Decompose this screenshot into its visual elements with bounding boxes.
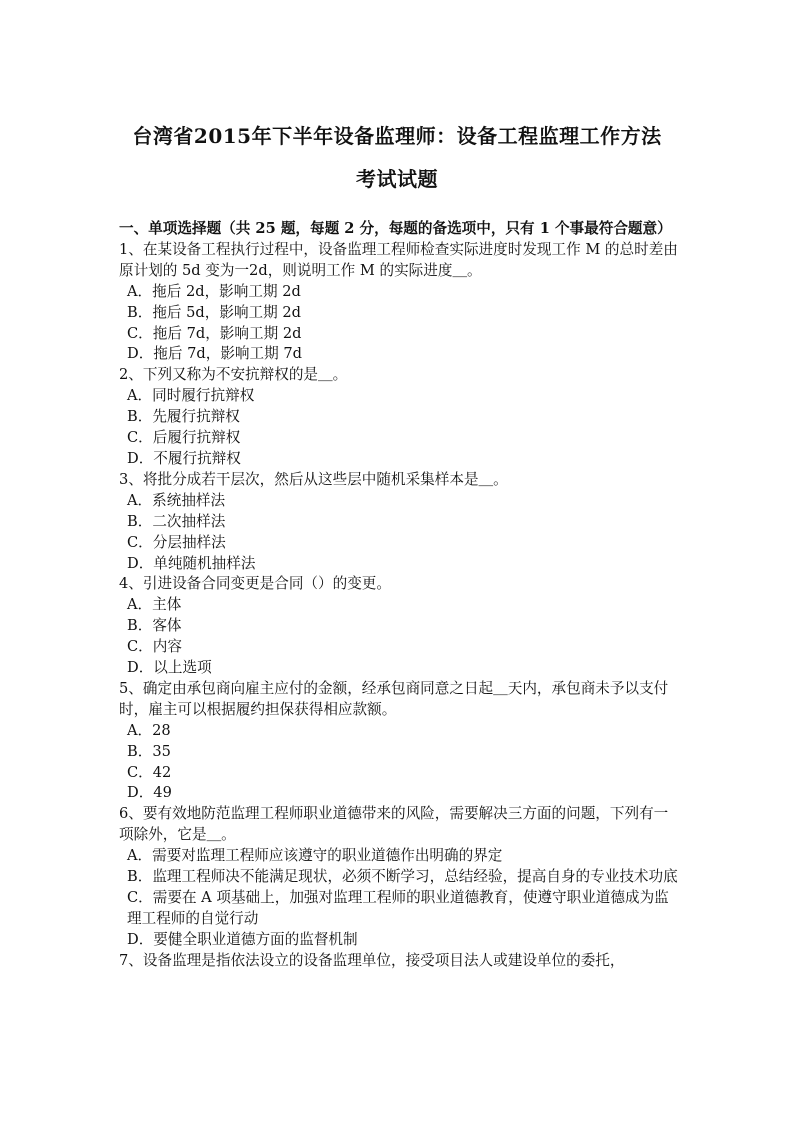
- option-c: C．需要在 A 项基础上，加强对监理工程师的职业道德教育，使遵守职业道德成为监理工程师的自觉行动: [127, 889, 669, 927]
- question-stem: 3、将批分成若干层次，然后从这些层中随机采集样本是＿。: [119, 470, 508, 488]
- option-d: D．拖后 7d，影响工期 7d: [127, 345, 302, 363]
- option-b: B．35: [127, 742, 171, 760]
- option-d: D．不履行抗辩权: [127, 449, 241, 467]
- document-title-line1: 台湾省2015年下半年设备监理师：设备工程监理工作方法: [132, 124, 662, 148]
- question-stem: 7、设备监理是指依法设立的设备监理单位，接受项目法人或建设单位的委托，: [119, 951, 625, 969]
- option-c: C．42: [127, 763, 172, 781]
- option-a: A．系统抽样法: [127, 491, 226, 509]
- option-b: B．客体: [127, 617, 182, 635]
- option-d: D．要健全职业道德方面的监督机制: [127, 930, 358, 948]
- question-stem: 6、要有效地防范监理工程师职业道德带来的风险，需要解决三方面的问题，下列有一项除外，它是＿。: [119, 805, 669, 844]
- option-d: D．单纯随机抽样法: [127, 554, 256, 572]
- question-stem: 5、确定由承包商向雇主应付的金额，经承包商同意之日起＿天内，承包商未予以支付时，雇主可以根据履约担保获得相应款额。: [119, 679, 669, 718]
- option-c: C．内容: [127, 638, 182, 656]
- option-b: B．先履行抗辩权: [127, 408, 240, 426]
- question-stem: 1、在某设备工程执行过程中，设备监理工程师检查实际进度时发现工作 M 的总时差由原计划的 5d 变为一2d，则说明工作 M 的实际进度＿。: [119, 240, 678, 279]
- option-b: B．拖后 5d，影响工期 2d: [127, 303, 302, 321]
- question-4: [119, 574, 679, 679]
- option-d: D．以上选项: [127, 659, 212, 677]
- option-c: C．后履行抗辩权: [127, 429, 241, 447]
- document-body: [119, 219, 679, 972]
- option-c: C．分层抽样法: [127, 533, 226, 551]
- option-a: A．需要对监理工程师应该遵守的职业道德作出明确的界定: [127, 847, 503, 865]
- question-3: [119, 470, 679, 575]
- question-6: [119, 804, 679, 950]
- question-5: [119, 679, 679, 804]
- question-1: [119, 240, 679, 365]
- question-7: [119, 951, 679, 972]
- option-a: A．主体: [127, 596, 182, 614]
- option-a: A．拖后 2d，影响工期 2d: [127, 282, 301, 300]
- option-a: A．同时履行抗辩权: [127, 387, 255, 405]
- question-stem: 2、下列又称为不安抗辩权的是＿。: [119, 366, 348, 384]
- option-d: D．49: [127, 784, 172, 802]
- question-2: [119, 365, 679, 470]
- option-b: B．二次抽样法: [127, 512, 226, 530]
- section-heading: 一、单项选择题（共 25 题，每题 2 分，每题的备选项中，只有 1 个事最符合题意）: [119, 220, 672, 237]
- option-c: C．拖后 7d，影响工期 2d: [127, 324, 302, 342]
- document-title-line2: 考试试题: [356, 167, 438, 191]
- question-stem: 4、引进设备合同变更是合同（）的变更。: [119, 575, 391, 593]
- option-b: B．监理工程师决不能满足现状，必须不断学习，总结经验，提高自身的专业技术功底: [127, 868, 678, 886]
- option-a: A．28: [127, 721, 171, 739]
